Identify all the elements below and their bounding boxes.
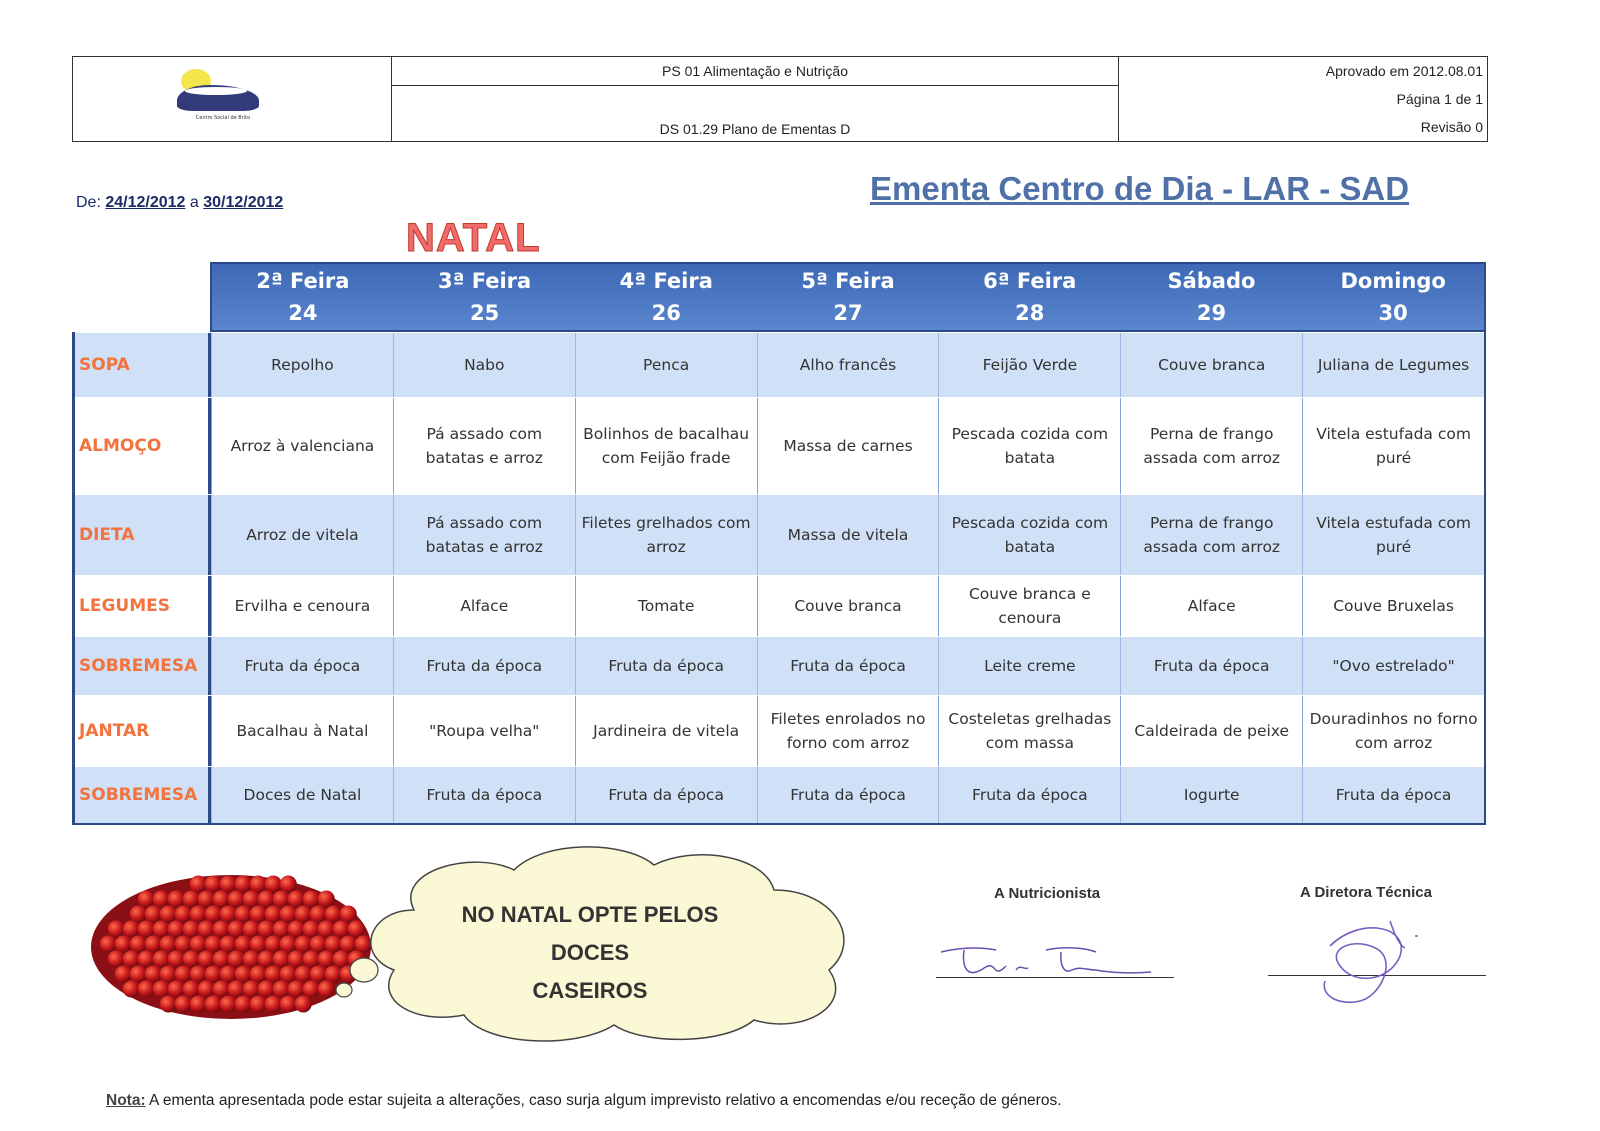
revision: Revisão 0 — [1420, 119, 1483, 135]
day-header — [1121, 264, 1303, 330]
menu-cell: Vitela estufada com puré — [1302, 495, 1484, 575]
tomato — [220, 996, 237, 1013]
tomato — [198, 891, 215, 908]
row-label: LEGUMES — [75, 576, 211, 636]
menu-cell: Pescada cozida com batata — [938, 398, 1120, 494]
tomato — [115, 936, 132, 953]
tomato — [228, 891, 245, 908]
tomato — [100, 936, 117, 953]
tomato — [205, 966, 222, 983]
tomato — [160, 936, 177, 953]
tomato — [153, 891, 170, 908]
tomato — [250, 936, 267, 953]
footnote-label: Nota: — [106, 1092, 146, 1109]
tomato — [243, 951, 260, 968]
menu-cell: Fruta da época — [1302, 767, 1484, 823]
menu-cell: Pá assado com batatas e arroz — [393, 495, 575, 575]
menu-cell: Massa de vitela — [757, 495, 939, 575]
tomato — [138, 891, 155, 908]
menu-row — [75, 397, 1484, 494]
day-number: 24 — [288, 301, 318, 325]
row-label: DIETA — [75, 495, 211, 575]
tomato — [303, 981, 320, 998]
menu-row — [75, 636, 1484, 695]
director-signature — [1300, 906, 1430, 1016]
day-number: 28 — [1015, 301, 1045, 325]
page-title: Ementa Centro de Dia - LAR - SAD — [870, 170, 1410, 207]
tomato — [175, 996, 192, 1013]
menu-row — [75, 575, 1484, 636]
tomato — [258, 951, 275, 968]
day-number: 26 — [651, 301, 681, 325]
tomato — [130, 936, 147, 953]
tomato — [258, 921, 275, 938]
day-header — [212, 264, 394, 330]
tomato — [190, 876, 207, 893]
tomato — [183, 981, 200, 998]
menu-cell: Arroz de vitela — [211, 495, 393, 575]
tomato — [183, 921, 200, 938]
day-header — [1302, 264, 1484, 330]
tomato — [243, 891, 260, 908]
menu-cell: Couve branca — [757, 576, 939, 636]
menu-cell: Costeletas grelhadas com massa — [938, 696, 1120, 766]
tomato — [205, 996, 222, 1013]
tomato — [295, 996, 312, 1013]
menu-cell: "Roupa velha" — [393, 696, 575, 766]
natal-badge: NATAL — [406, 216, 541, 260]
menu-cell: Bacalhau à Natal — [211, 696, 393, 766]
logo-text: Centro Social de Brito — [195, 115, 251, 121]
menu-cell: Doces de Natal — [211, 767, 393, 823]
menu-cell: Fruta da época — [757, 637, 939, 695]
day-name: 4ª Feira — [619, 269, 713, 293]
nutritionist-signature — [936, 940, 1176, 990]
tomato — [228, 921, 245, 938]
tomato — [153, 951, 170, 968]
tomato — [160, 996, 177, 1013]
day-name: 6ª Feira — [983, 269, 1077, 293]
footnote-text: A ementa apresentada pode estar sujeita a alterações, caso surja algum imprevisto relativo a encomendas e/ou receção de géneros. — [145, 1092, 1062, 1109]
menu-cell: Juliana de Legumes — [1302, 333, 1484, 397]
tomato — [168, 921, 185, 938]
menu-cell: Penca — [575, 333, 757, 397]
menu-rows — [72, 332, 1486, 825]
menu-cell: Nabo — [393, 333, 575, 397]
tomato — [265, 966, 282, 983]
menu-cell: Douradinhos no forno com arroz — [1302, 696, 1484, 766]
tomato — [153, 921, 170, 938]
day-name: 2ª Feira — [256, 269, 350, 293]
tomato — [288, 981, 305, 998]
menu-cell: Fruta da época — [938, 767, 1120, 823]
tomato — [220, 966, 237, 983]
day-number: 25 — [469, 301, 500, 325]
tomato — [123, 921, 140, 938]
day-header — [575, 264, 757, 330]
tomato — [213, 981, 230, 998]
tomato — [258, 891, 275, 908]
tomato — [145, 906, 162, 923]
tomato — [303, 891, 320, 908]
tomato — [243, 981, 260, 998]
tomato — [288, 951, 305, 968]
tomato — [138, 951, 155, 968]
tomato — [228, 951, 245, 968]
page-number: Página 1 de 1 — [1396, 91, 1483, 107]
tomato — [235, 966, 252, 983]
day-number: 27 — [833, 301, 863, 325]
tomato — [190, 906, 207, 923]
day-name: 3ª Feira — [437, 269, 532, 293]
day-name: Sábado — [1167, 269, 1256, 293]
menu-cell: Pá assado com batatas e arroz — [393, 398, 575, 494]
menu-cell: Fruta da época — [757, 767, 939, 823]
day-number: 29 — [1196, 301, 1227, 325]
day-number: 30 — [1378, 301, 1408, 325]
tomato — [235, 936, 252, 953]
tomato — [213, 951, 230, 968]
menu-cell: Alface — [393, 576, 575, 636]
tomato — [265, 936, 282, 953]
tomato — [145, 966, 162, 983]
tomato — [205, 876, 222, 893]
tomato — [303, 951, 320, 968]
tomato — [220, 936, 237, 953]
menu-row — [75, 766, 1484, 823]
tomato — [205, 906, 222, 923]
tomato — [130, 966, 147, 983]
menu-cell: Alho francês — [757, 333, 939, 397]
date-range: De: 24/12/2012 a 30/12/2012 — [76, 194, 284, 211]
menu-cell: Iogurte — [1120, 767, 1302, 823]
menu-row — [75, 494, 1484, 575]
menu-cell: Massa de carnes — [757, 398, 939, 494]
tomato — [190, 966, 207, 983]
tomato — [153, 981, 170, 998]
tomato — [235, 996, 252, 1013]
tomato — [273, 951, 290, 968]
tomato — [198, 921, 215, 938]
tomato — [213, 891, 230, 908]
tomato — [280, 906, 297, 923]
row-label: SOPA — [75, 333, 211, 397]
nutritionist-label: A Nutricionista — [994, 885, 1101, 902]
tomato — [258, 981, 275, 998]
tomato — [168, 891, 185, 908]
tomato — [250, 876, 267, 893]
menu-cell: Jardineira de vitela — [575, 696, 757, 766]
tomato — [138, 921, 155, 938]
menu-cell: Caldeirada de peixe — [1120, 696, 1302, 766]
tomato — [280, 996, 297, 1013]
tomato — [273, 891, 290, 908]
menu-cell: Couve branca e cenoura — [938, 576, 1120, 636]
row-label: ALMOÇO — [75, 398, 211, 494]
tomato — [123, 951, 140, 968]
tomato — [168, 951, 185, 968]
start-date: 24/12/2012 — [105, 194, 186, 211]
menu-cell: Fruta da época — [1120, 637, 1302, 695]
tomato — [243, 921, 260, 938]
menu-cell: Perna de frango assada com arroz — [1120, 495, 1302, 575]
menu-row — [75, 332, 1484, 397]
tomato — [205, 936, 222, 953]
day-name: Domingo — [1340, 269, 1446, 293]
tomato — [235, 876, 252, 893]
row-label: JANTAR — [75, 696, 211, 766]
menu-row — [75, 695, 1484, 766]
menu-cell: Ervilha e cenoura — [211, 576, 393, 636]
tomato — [288, 891, 305, 908]
row-label: SOBREMESA — [75, 637, 211, 695]
tomato — [288, 921, 305, 938]
tomato — [228, 981, 245, 998]
tomato — [175, 906, 192, 923]
menu-cell: Leite creme — [938, 637, 1120, 695]
menu-cell: Couve branca — [1120, 333, 1302, 397]
tomato — [160, 966, 177, 983]
menu-cell: Tomate — [575, 576, 757, 636]
tomato — [190, 996, 207, 1013]
tomato — [220, 876, 237, 893]
tomato — [280, 966, 297, 983]
tomato — [130, 906, 147, 923]
tomato — [108, 951, 125, 968]
tomato — [303, 921, 320, 938]
doc-subtitle: DS 01.29 Plano de Ementas D — [659, 121, 851, 137]
tomato — [265, 906, 282, 923]
tomato — [265, 996, 282, 1013]
tomato — [123, 981, 140, 998]
tomato — [295, 906, 312, 923]
menu-cell: Arroz à valenciana — [211, 398, 393, 494]
day-header — [394, 264, 576, 330]
menu-cell: Fruta da época — [211, 637, 393, 695]
day-header — [939, 264, 1121, 330]
tomato — [295, 936, 312, 953]
document-header — [72, 56, 1488, 142]
row-label: SOBREMESA — [75, 767, 211, 823]
tomato — [213, 921, 230, 938]
footnote — [106, 1092, 1062, 1110]
tomato — [273, 921, 290, 938]
tomato — [265, 876, 282, 893]
menu-cell: Alface — [1120, 576, 1302, 636]
menu-cell: Fruta da época — [393, 767, 575, 823]
tomato — [220, 906, 237, 923]
tomato — [160, 906, 177, 923]
tomato — [198, 981, 215, 998]
tomato — [280, 876, 297, 893]
menu-cell: Fruta da época — [575, 767, 757, 823]
menu-cell: Bolinhos de bacalhau com Feijão frade — [575, 398, 757, 494]
menu-cell: Feijão Verde — [938, 333, 1120, 397]
tomato — [250, 966, 267, 983]
day-header — [757, 264, 939, 330]
tomato — [145, 936, 162, 953]
end-date: 30/12/2012 — [203, 194, 284, 211]
menu-cell: Couve Bruxelas — [1302, 576, 1484, 636]
tomato — [183, 891, 200, 908]
tomato — [138, 981, 155, 998]
day-header-row — [210, 262, 1486, 332]
day-name: 5ª Feira — [801, 269, 895, 293]
menu-cell: Repolho — [211, 333, 393, 397]
tomato — [198, 951, 215, 968]
tomato — [168, 981, 185, 998]
tomato — [273, 981, 290, 998]
tomato — [280, 936, 297, 953]
cloud-message: NO NATAL OPTE PELOS DOCES CASEIROS — [461, 902, 719, 1003]
tomato — [108, 921, 125, 938]
tomato — [235, 906, 252, 923]
tomato — [250, 906, 267, 923]
tomato — [175, 936, 192, 953]
menu-cell: Vitela estufada com puré — [1302, 398, 1484, 494]
menu-cell: Filetes grelhados com arroz — [575, 495, 757, 575]
menu-cell: Pescada cozida com batata — [938, 495, 1120, 575]
logo — [73, 57, 392, 141]
doc-title: PS 01 Alimentação e Nutrição — [392, 57, 1118, 86]
menu-cell: Filetes enrolados no forno com arroz — [757, 696, 939, 766]
tomato — [115, 966, 132, 983]
menu-cell: Fruta da época — [575, 637, 757, 695]
tomato — [190, 936, 207, 953]
director-label: A Diretora Técnica — [1300, 884, 1432, 901]
tomato — [250, 996, 267, 1013]
menu-cell: Perna de frango assada com arroz — [1120, 398, 1302, 494]
approval-date: Aprovado em 2012.08.01 — [1325, 63, 1483, 79]
menu-cell: "Ovo estrelado" — [1302, 637, 1484, 695]
tomato — [175, 966, 192, 983]
tomato — [295, 966, 312, 983]
tomato — [183, 951, 200, 968]
menu-cell: Fruta da época — [393, 637, 575, 695]
